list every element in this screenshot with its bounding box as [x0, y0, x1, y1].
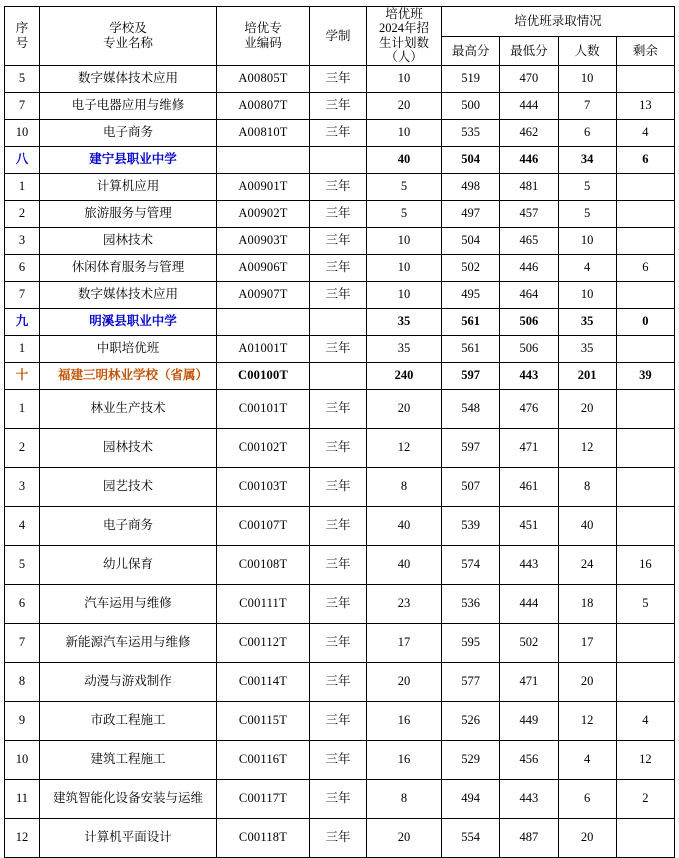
cell-major-code	[217, 146, 310, 173]
cell-remaining: 12	[616, 740, 674, 779]
header-count: 人数	[558, 37, 616, 65]
cell-min-score: 471	[500, 428, 558, 467]
cell-major-code: C00114T	[217, 662, 310, 701]
cell-school-major: 福建三明林业学校（省属）	[40, 362, 217, 389]
cell-seq: 9	[5, 701, 40, 740]
cell-max-score: 554	[442, 818, 500, 857]
cell-school-major: 园林技术	[40, 428, 217, 467]
cell-school-major: 动漫与游戏制作	[40, 662, 217, 701]
header-plan	[367, 7, 442, 66]
cell-seq: 3	[5, 227, 40, 254]
cell-length: 三年	[310, 467, 367, 506]
cell-count: 4	[558, 254, 616, 281]
cell-max-score: 597	[442, 428, 500, 467]
cell-length: 三年	[310, 65, 367, 92]
cell-plan: 17	[367, 623, 442, 662]
cell-count: 18	[558, 584, 616, 623]
cell-major-code: C00116T	[217, 740, 310, 779]
table-row	[5, 428, 675, 467]
cell-major-code: C00111T	[217, 584, 310, 623]
cell-seq: 6	[5, 584, 40, 623]
table-row	[5, 506, 675, 545]
cell-school-major: 林业生产技术	[40, 389, 217, 428]
table-row	[5, 308, 675, 335]
table-row	[5, 818, 675, 857]
cell-plan: 12	[367, 428, 442, 467]
header-plan-line3: 生计划数	[378, 35, 429, 50]
cell-length: 三年	[310, 200, 367, 227]
cell-min-score: 451	[500, 506, 558, 545]
cell-min-score: 444	[500, 584, 558, 623]
cell-seq: 3	[5, 467, 40, 506]
cell-seq: 1	[5, 335, 40, 362]
cell-count: 35	[558, 335, 616, 362]
cell-school-major: 建宁县职业中学	[40, 146, 217, 173]
cell-length: 三年	[310, 92, 367, 119]
cell-remaining: 2	[616, 779, 674, 818]
cell-max-score: 526	[442, 701, 500, 740]
cell-major-code: A00906T	[217, 254, 310, 281]
cell-seq: 九	[5, 308, 40, 335]
cell-min-score: 457	[500, 200, 558, 227]
cell-plan: 40	[367, 545, 442, 584]
cell-plan: 10	[367, 65, 442, 92]
cell-school-major: 幼儿保育	[40, 545, 217, 584]
table-row	[5, 545, 675, 584]
table-row	[5, 467, 675, 506]
header-seq-line2: 号	[15, 35, 29, 50]
table-row	[5, 335, 675, 362]
cell-school-major: 建筑智能化设备安装与运维	[40, 779, 217, 818]
cell-remaining: 13	[616, 92, 674, 119]
cell-max-score: 536	[442, 584, 500, 623]
cell-length	[310, 146, 367, 173]
table-row	[5, 227, 675, 254]
cell-plan: 35	[367, 308, 442, 335]
table-row	[5, 173, 675, 200]
cell-school-major: 明溪县职业中学	[40, 308, 217, 335]
cell-length: 三年	[310, 281, 367, 308]
header-major-code	[217, 7, 310, 66]
cell-remaining: 4	[616, 701, 674, 740]
cell-school-major: 电子电器应用与维修	[40, 92, 217, 119]
cell-seq: 八	[5, 146, 40, 173]
cell-length: 三年	[310, 740, 367, 779]
cell-min-score: 506	[500, 308, 558, 335]
cell-plan: 40	[367, 146, 442, 173]
cell-school-major: 市政工程施工	[40, 701, 217, 740]
cell-count: 4	[558, 740, 616, 779]
cell-seq: 7	[5, 623, 40, 662]
table-row	[5, 92, 675, 119]
admission-table	[4, 6, 675, 858]
header-remaining: 剩余	[616, 37, 674, 65]
cell-count: 6	[558, 779, 616, 818]
header-plan-line1: 培优班	[385, 7, 423, 21]
cell-seq: 2	[5, 428, 40, 467]
cell-major-code: A00907T	[217, 281, 310, 308]
cell-remaining: 6	[616, 146, 674, 173]
cell-max-score: 535	[442, 119, 500, 146]
cell-remaining	[616, 335, 674, 362]
header-school-line1: 学校及	[109, 21, 147, 36]
cell-max-score: 500	[442, 92, 500, 119]
cell-major-code: A01001T	[217, 335, 310, 362]
cell-count: 7	[558, 92, 616, 119]
cell-max-score: 494	[442, 779, 500, 818]
header-seq	[5, 7, 40, 66]
table-row	[5, 701, 675, 740]
header-school-major	[40, 7, 217, 66]
cell-min-score: 446	[500, 146, 558, 173]
cell-max-score: 502	[442, 254, 500, 281]
cell-remaining	[616, 818, 674, 857]
cell-plan: 240	[367, 362, 442, 389]
cell-major-code: C00112T	[217, 623, 310, 662]
cell-max-score: 539	[442, 506, 500, 545]
cell-length: 三年	[310, 701, 367, 740]
cell-count: 10	[558, 227, 616, 254]
table-row	[5, 362, 675, 389]
cell-min-score: 449	[500, 701, 558, 740]
header-admission-group: 培优班录取情况	[442, 7, 675, 37]
header-code-line1: 培优专	[244, 21, 282, 36]
cell-max-score: 595	[442, 623, 500, 662]
table-row	[5, 740, 675, 779]
cell-plan: 16	[367, 740, 442, 779]
cell-length: 三年	[310, 428, 367, 467]
table-row	[5, 623, 675, 662]
cell-count: 12	[558, 701, 616, 740]
cell-major-code: C00101T	[217, 389, 310, 428]
cell-max-score: 577	[442, 662, 500, 701]
cell-school-major: 计算机应用	[40, 173, 217, 200]
cell-min-score: 476	[500, 389, 558, 428]
cell-school-major: 园艺技术	[40, 467, 217, 506]
cell-school-major: 旅游服务与管理	[40, 200, 217, 227]
cell-seq: 5	[5, 545, 40, 584]
header-seq-line1: 序	[15, 21, 29, 36]
cell-max-score: 548	[442, 389, 500, 428]
cell-max-score: 597	[442, 362, 500, 389]
cell-major-code: C00115T	[217, 701, 310, 740]
cell-remaining	[616, 281, 674, 308]
cell-remaining	[616, 173, 674, 200]
cell-length: 三年	[310, 389, 367, 428]
cell-min-score: 461	[500, 467, 558, 506]
table-body	[5, 65, 675, 857]
cell-min-score: 465	[500, 227, 558, 254]
table-row	[5, 662, 675, 701]
cell-max-score: 504	[442, 227, 500, 254]
cell-length: 三年	[310, 173, 367, 200]
cell-count: 12	[558, 428, 616, 467]
cell-min-score: 481	[500, 173, 558, 200]
cell-length: 三年	[310, 227, 367, 254]
cell-length	[310, 362, 367, 389]
cell-length: 三年	[310, 506, 367, 545]
cell-plan: 16	[367, 701, 442, 740]
cell-major-code: C00107T	[217, 506, 310, 545]
cell-remaining: 5	[616, 584, 674, 623]
cell-count: 10	[558, 65, 616, 92]
cell-plan: 40	[367, 506, 442, 545]
cell-min-score: 506	[500, 335, 558, 362]
cell-count: 5	[558, 200, 616, 227]
cell-seq: 12	[5, 818, 40, 857]
header-code-line2: 业编码	[244, 35, 282, 50]
cell-min-score: 443	[500, 779, 558, 818]
cell-max-score: 561	[442, 335, 500, 362]
cell-plan: 20	[367, 818, 442, 857]
cell-remaining	[616, 200, 674, 227]
cell-seq: 7	[5, 92, 40, 119]
cell-max-score: 529	[442, 740, 500, 779]
cell-school-major: 中职培优班	[40, 335, 217, 362]
cell-length: 三年	[310, 545, 367, 584]
table-row	[5, 584, 675, 623]
cell-remaining	[616, 389, 674, 428]
cell-school-major: 电子商务	[40, 506, 217, 545]
cell-length: 三年	[310, 335, 367, 362]
cell-plan: 10	[367, 119, 442, 146]
cell-school-major: 园林技术	[40, 227, 217, 254]
cell-max-score: 574	[442, 545, 500, 584]
cell-plan: 20	[367, 92, 442, 119]
cell-seq: 8	[5, 662, 40, 701]
cell-count: 8	[558, 467, 616, 506]
cell-min-score: 446	[500, 254, 558, 281]
cell-max-score: 507	[442, 467, 500, 506]
cell-seq: 5	[5, 65, 40, 92]
cell-plan: 5	[367, 173, 442, 200]
cell-remaining	[616, 506, 674, 545]
cell-school-major: 计算机平面设计	[40, 818, 217, 857]
cell-count: 201	[558, 362, 616, 389]
cell-seq: 11	[5, 779, 40, 818]
cell-count: 24	[558, 545, 616, 584]
cell-count: 34	[558, 146, 616, 173]
cell-major-code: A00807T	[217, 92, 310, 119]
cell-school-major: 汽车运用与维修	[40, 584, 217, 623]
cell-count: 20	[558, 389, 616, 428]
cell-count: 35	[558, 308, 616, 335]
cell-min-score: 470	[500, 65, 558, 92]
cell-plan: 20	[367, 662, 442, 701]
cell-remaining	[616, 65, 674, 92]
cell-length: 三年	[310, 254, 367, 281]
cell-count: 5	[558, 173, 616, 200]
header-school-line2: 专业名称	[102, 35, 153, 50]
cell-length	[310, 308, 367, 335]
cell-plan: 10	[367, 254, 442, 281]
cell-min-score: 487	[500, 818, 558, 857]
table-row	[5, 281, 675, 308]
cell-count: 6	[558, 119, 616, 146]
cell-school-major: 电子商务	[40, 119, 217, 146]
cell-min-score: 456	[500, 740, 558, 779]
cell-remaining	[616, 428, 674, 467]
cell-plan: 23	[367, 584, 442, 623]
cell-max-score: 504	[442, 146, 500, 173]
cell-min-score: 462	[500, 119, 558, 146]
cell-count: 17	[558, 623, 616, 662]
header-plan-line4: （人）	[385, 50, 423, 65]
cell-min-score: 464	[500, 281, 558, 308]
cell-school-major: 休闲体育服务与管理	[40, 254, 217, 281]
cell-plan: 10	[367, 227, 442, 254]
cell-remaining: 6	[616, 254, 674, 281]
header-max-score: 最高分	[442, 37, 500, 65]
table-row	[5, 254, 675, 281]
table-header-row-1	[5, 7, 675, 37]
header-min-score: 最低分	[500, 37, 558, 65]
cell-length: 三年	[310, 584, 367, 623]
header-plan-line2: 2024年招	[378, 21, 429, 36]
cell-major-code: C00108T	[217, 545, 310, 584]
cell-seq: 10	[5, 740, 40, 779]
table-row	[5, 146, 675, 173]
cell-plan: 8	[367, 467, 442, 506]
cell-seq: 10	[5, 119, 40, 146]
cell-count: 20	[558, 818, 616, 857]
cell-plan: 8	[367, 779, 442, 818]
cell-seq: 1	[5, 173, 40, 200]
cell-length: 三年	[310, 662, 367, 701]
cell-length: 三年	[310, 119, 367, 146]
cell-major-code: C00100T	[217, 362, 310, 389]
cell-remaining	[616, 662, 674, 701]
table-row	[5, 779, 675, 818]
cell-min-score: 443	[500, 545, 558, 584]
cell-max-score: 519	[442, 65, 500, 92]
cell-seq: 1	[5, 389, 40, 428]
table-row	[5, 200, 675, 227]
cell-seq: 4	[5, 506, 40, 545]
table-row	[5, 65, 675, 92]
cell-major-code: A00903T	[217, 227, 310, 254]
cell-major-code: C00117T	[217, 779, 310, 818]
cell-min-score: 471	[500, 662, 558, 701]
cell-max-score: 497	[442, 200, 500, 227]
cell-seq: 2	[5, 200, 40, 227]
cell-major-code	[217, 308, 310, 335]
cell-min-score: 502	[500, 623, 558, 662]
cell-min-score: 444	[500, 92, 558, 119]
cell-school-major: 数字媒体技术应用	[40, 281, 217, 308]
cell-max-score: 498	[442, 173, 500, 200]
table-header	[5, 7, 675, 66]
cell-school-major: 新能源汽车运用与维修	[40, 623, 217, 662]
cell-major-code: A00810T	[217, 119, 310, 146]
cell-major-code: C00103T	[217, 467, 310, 506]
cell-plan: 5	[367, 200, 442, 227]
cell-seq: 6	[5, 254, 40, 281]
cell-length: 三年	[310, 623, 367, 662]
cell-remaining: 39	[616, 362, 674, 389]
cell-length: 三年	[310, 779, 367, 818]
cell-seq: 7	[5, 281, 40, 308]
cell-count: 40	[558, 506, 616, 545]
cell-length: 三年	[310, 818, 367, 857]
cell-remaining: 0	[616, 308, 674, 335]
cell-major-code: A00901T	[217, 173, 310, 200]
cell-remaining	[616, 467, 674, 506]
cell-max-score: 561	[442, 308, 500, 335]
cell-major-code: A00902T	[217, 200, 310, 227]
cell-remaining	[616, 623, 674, 662]
cell-remaining: 16	[616, 545, 674, 584]
cell-count: 20	[558, 662, 616, 701]
cell-major-code: C00118T	[217, 818, 310, 857]
cell-remaining: 4	[616, 119, 674, 146]
cell-seq: 十	[5, 362, 40, 389]
table-row	[5, 389, 675, 428]
cell-plan: 20	[367, 389, 442, 428]
cell-school-major: 建筑工程施工	[40, 740, 217, 779]
cell-remaining	[616, 227, 674, 254]
header-length: 学制	[310, 7, 367, 66]
cell-plan: 35	[367, 335, 442, 362]
cell-school-major: 数字媒体技术应用	[40, 65, 217, 92]
cell-max-score: 495	[442, 281, 500, 308]
cell-plan: 10	[367, 281, 442, 308]
cell-major-code: A00805T	[217, 65, 310, 92]
cell-min-score: 443	[500, 362, 558, 389]
cell-major-code: C00102T	[217, 428, 310, 467]
table-row	[5, 119, 675, 146]
cell-count: 10	[558, 281, 616, 308]
